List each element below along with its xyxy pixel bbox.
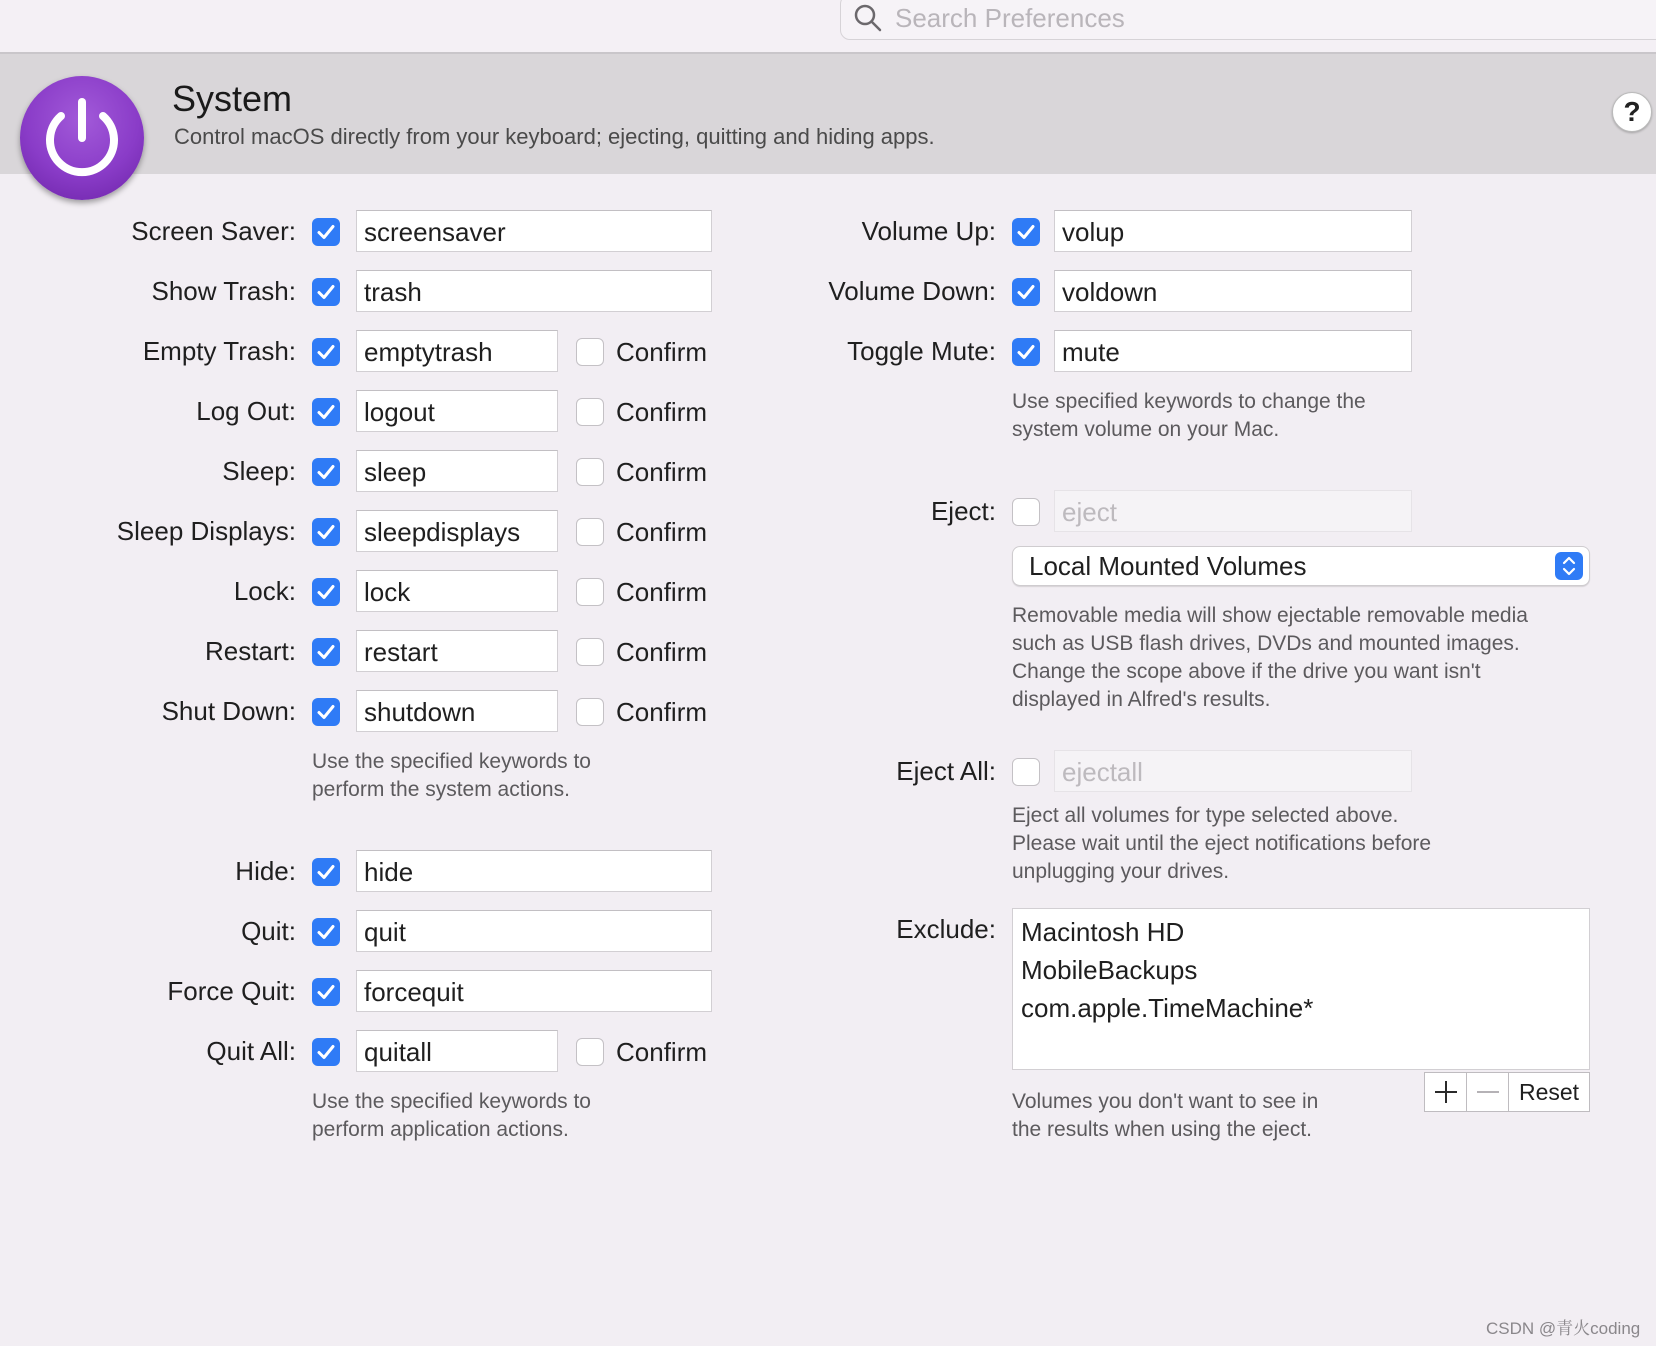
help-line: Volumes you don't want to see in bbox=[1012, 1090, 1319, 1113]
confirm-checkbox[interactable] bbox=[576, 458, 604, 486]
checkmark-icon bbox=[315, 221, 337, 243]
confirm-label: Confirm bbox=[616, 517, 708, 547]
row-label: Lock: bbox=[233, 576, 296, 606]
search-icon bbox=[853, 3, 883, 33]
row-label: Quit All: bbox=[206, 1036, 296, 1066]
keyword-field[interactable]: sleep bbox=[356, 450, 558, 492]
checkmark-icon bbox=[1015, 281, 1037, 303]
row-label: Shut Down: bbox=[161, 696, 296, 726]
row-label: Screen Saver: bbox=[131, 216, 296, 246]
eject-label: Eject: bbox=[930, 496, 996, 526]
confirm-label: Confirm bbox=[616, 1037, 708, 1067]
help-line: displayed in Alfred's results. bbox=[1012, 688, 1271, 711]
keyword-field[interactable]: volup bbox=[1054, 210, 1412, 252]
search-field[interactable] bbox=[840, 0, 1656, 40]
enable-checkbox[interactable] bbox=[312, 338, 340, 366]
enable-checkbox[interactable] bbox=[312, 698, 340, 726]
checkmark-icon bbox=[315, 581, 337, 603]
keyword-field[interactable]: quitall bbox=[356, 1030, 558, 1072]
keyword-field[interactable]: screensaver bbox=[356, 210, 712, 252]
help-line: Use specified keywords to change the bbox=[1012, 390, 1366, 413]
enable-checkbox[interactable] bbox=[312, 518, 340, 546]
checkmark-icon bbox=[315, 401, 337, 423]
checkmark-icon bbox=[315, 701, 337, 723]
keyword-field[interactable]: trash bbox=[356, 270, 712, 312]
checkmark-icon bbox=[315, 341, 337, 363]
row-label: Force Quit: bbox=[167, 976, 296, 1006]
checkmark-icon bbox=[315, 981, 337, 1003]
confirm-label: Confirm bbox=[616, 397, 708, 427]
exclude-label: Exclude: bbox=[896, 914, 996, 944]
enable-checkbox[interactable] bbox=[312, 458, 340, 486]
help-line: such as USB flash drives, DVDs and mounted images. bbox=[1012, 632, 1520, 655]
keyword-field[interactable]: emptytrash bbox=[356, 330, 558, 372]
help-line: Use the specified keywords to bbox=[312, 750, 591, 773]
row-label: Empty Trash: bbox=[142, 336, 296, 366]
eject-scope-select[interactable] bbox=[1012, 546, 1590, 586]
eject-checkbox[interactable] bbox=[1012, 498, 1040, 526]
checkmark-icon bbox=[315, 281, 337, 303]
list-item[interactable]: com.apple.TimeMachine* bbox=[1021, 993, 1314, 1023]
enable-checkbox[interactable] bbox=[1012, 218, 1040, 246]
row-label: Volume Up: bbox=[861, 216, 996, 246]
confirm-label: Confirm bbox=[616, 577, 708, 607]
exclude-list[interactable] bbox=[1012, 908, 1590, 1070]
list-item[interactable]: MobileBackups bbox=[1021, 955, 1198, 985]
enable-checkbox[interactable] bbox=[312, 638, 340, 666]
enable-checkbox[interactable] bbox=[312, 398, 340, 426]
help-line: the results when using the eject. bbox=[1012, 1118, 1313, 1141]
help-line: perform application actions. bbox=[312, 1118, 569, 1141]
remove-button[interactable] bbox=[1467, 1073, 1509, 1111]
checkmark-icon bbox=[315, 521, 337, 543]
keyword-field[interactable]: logout bbox=[356, 390, 558, 432]
help-line: perform the system actions. bbox=[312, 778, 570, 801]
checkmark-icon bbox=[315, 921, 337, 943]
chevron-up-down-icon bbox=[1555, 552, 1583, 580]
row-label: Show Trash: bbox=[151, 276, 296, 306]
checkmark-icon bbox=[315, 461, 337, 483]
eject-all-keyword-field[interactable]: ejectall bbox=[1054, 750, 1412, 792]
keyword-field[interactable]: mute bbox=[1054, 330, 1412, 372]
power-icon bbox=[20, 76, 144, 200]
row-label: Volume Down: bbox=[828, 276, 996, 306]
help-line: Removable media will show ejectable removable media bbox=[1012, 604, 1528, 627]
row-label: Toggle Mute: bbox=[847, 336, 996, 366]
confirm-label: Confirm bbox=[616, 637, 708, 667]
checkmark-icon bbox=[1015, 221, 1037, 243]
minus-icon bbox=[1467, 1073, 1509, 1111]
keyword-field[interactable]: voldown bbox=[1054, 270, 1412, 312]
row-label: Hide: bbox=[235, 856, 296, 886]
confirm-checkbox[interactable] bbox=[576, 338, 604, 366]
help-line: unplugging your drives. bbox=[1012, 860, 1230, 883]
keyword-field[interactable]: forcequit bbox=[356, 970, 712, 1012]
confirm-checkbox[interactable] bbox=[576, 578, 604, 606]
checkmark-icon bbox=[315, 861, 337, 883]
system-actions-help bbox=[312, 748, 591, 804]
enable-checkbox[interactable] bbox=[312, 578, 340, 606]
row-label: Log Out: bbox=[196, 396, 296, 426]
page-title: System bbox=[172, 78, 293, 119]
confirm-checkbox[interactable] bbox=[576, 518, 604, 546]
watermark: CSDN @青火coding bbox=[1486, 1319, 1641, 1338]
confirm-label: Confirm bbox=[616, 697, 708, 727]
volume-help bbox=[1012, 388, 1366, 444]
help-line: Change the scope above if the drive you want isn't bbox=[1012, 660, 1481, 683]
list-item[interactable]: Macintosh HD bbox=[1021, 917, 1185, 947]
exclude-list-controls bbox=[1424, 1072, 1590, 1112]
enable-checkbox[interactable] bbox=[312, 918, 340, 946]
enable-checkbox[interactable] bbox=[312, 218, 340, 246]
exclude-help bbox=[1012, 1088, 1318, 1144]
keyword-field[interactable]: shutdown bbox=[356, 690, 558, 732]
eject-help bbox=[1012, 602, 1528, 714]
keyword-field[interactable]: restart bbox=[356, 630, 558, 672]
help-button[interactable]: ? bbox=[1612, 92, 1652, 132]
confirm-label: Confirm bbox=[616, 337, 708, 367]
page-subtitle: Control macOS directly from your keyboard; ejecting, quitting and hiding apps. bbox=[174, 124, 935, 149]
help-line: Eject all volumes for type selected above. bbox=[1012, 804, 1399, 827]
keyword-field[interactable]: lock bbox=[356, 570, 558, 612]
checkmark-icon bbox=[315, 1041, 337, 1063]
checkmark-icon bbox=[1015, 341, 1037, 363]
eject-all-help bbox=[1012, 802, 1431, 886]
app-actions-help bbox=[312, 1088, 591, 1144]
eject-keyword-field[interactable]: eject bbox=[1054, 490, 1412, 532]
help-line: Please wait until the eject notifications before bbox=[1012, 832, 1432, 855]
row-label: Sleep Displays: bbox=[116, 516, 296, 546]
enable-checkbox[interactable] bbox=[312, 278, 340, 306]
search-input[interactable] bbox=[895, 3, 1595, 33]
reset-button[interactable]: Reset bbox=[1518, 1079, 1580, 1105]
row-label: Sleep: bbox=[222, 456, 296, 486]
keyword-field[interactable]: hide bbox=[356, 850, 712, 892]
eject-all-checkbox[interactable] bbox=[1012, 758, 1040, 786]
enable-checkbox[interactable] bbox=[1012, 338, 1040, 366]
help-line: Use the specified keywords to bbox=[312, 1090, 591, 1113]
confirm-checkbox[interactable] bbox=[576, 638, 604, 666]
plus-icon bbox=[1425, 1073, 1467, 1111]
confirm-checkbox[interactable] bbox=[576, 698, 604, 726]
keyword-field[interactable]: quit bbox=[356, 910, 712, 952]
confirm-checkbox[interactable] bbox=[576, 398, 604, 426]
enable-checkbox[interactable] bbox=[312, 978, 340, 1006]
keyword-field[interactable]: sleepdisplays bbox=[356, 510, 558, 552]
row-label: Quit: bbox=[241, 916, 296, 946]
help-line: system volume on your Mac. bbox=[1012, 418, 1280, 441]
enable-checkbox[interactable] bbox=[312, 858, 340, 886]
row-label: Restart: bbox=[204, 636, 296, 666]
confirm-checkbox[interactable] bbox=[576, 1038, 604, 1066]
enable-checkbox[interactable] bbox=[1012, 278, 1040, 306]
checkmark-icon bbox=[315, 641, 337, 663]
eject-all-label: Eject All: bbox=[896, 756, 996, 786]
enable-checkbox[interactable] bbox=[312, 1038, 340, 1066]
eject-scope-value: Local Mounted Volumes bbox=[1029, 551, 1307, 581]
confirm-label: Confirm bbox=[616, 457, 708, 487]
add-button[interactable] bbox=[1425, 1073, 1467, 1111]
